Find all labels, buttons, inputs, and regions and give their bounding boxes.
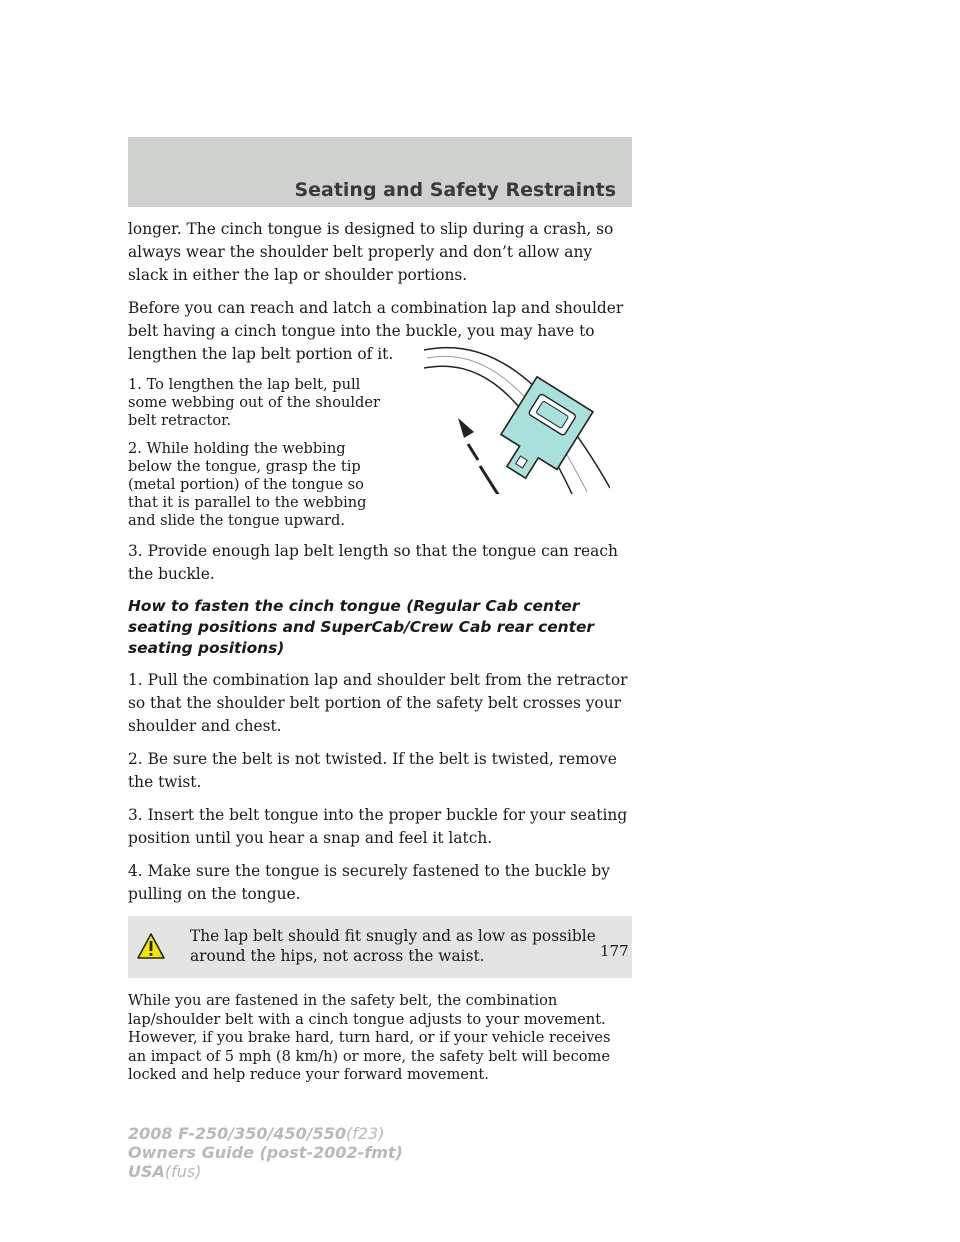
paragraph: While you are fastened in the safety belt, the combination lap/shoulder belt with a cinch tongue adjusts to your movement. However, if you brake hard, turn hard, or if your vehicle receives an impact of 5 mph (8 km/h) or more, the safety belt will become locked and help reduce your forward movement. bbox=[128, 992, 611, 1083]
paragraph: longer. The cinch tongue is designed to slip during a crash, so always wear the shoulder belt properly and don’t allow any slack in either the lap or shoulder portions. bbox=[128, 220, 614, 284]
section-title: Seating and Safety Restraints bbox=[294, 179, 616, 201]
page-number: 177 bbox=[600, 942, 629, 960]
fasten-step-4: 4. Make sure the tongue is securely fastened to the buckle by pulling on the tongue. bbox=[128, 862, 610, 903]
fasten-step-3: 3. Insert the belt tongue into the proper buckle for your seating position until you hear a snap and feel it latch. bbox=[128, 806, 628, 847]
footer-model: 2008 F-250/350/450/550 bbox=[128, 1124, 346, 1143]
footer-region: USA bbox=[128, 1162, 165, 1181]
step-list bbox=[128, 376, 390, 530]
footer bbox=[128, 1124, 403, 1181]
warning-box bbox=[128, 916, 632, 978]
warning-icon bbox=[136, 926, 180, 966]
cinch-tongue-illustration bbox=[422, 338, 610, 494]
section-header bbox=[128, 137, 632, 207]
fasten-step-1: 1. Pull the combination lap and shoulder belt from the retractor so that the shoulder belt portion of the safety belt crosses your shoulder and chest. bbox=[128, 671, 628, 735]
paragraph: Before you can reach and latch a combination lap and shoulder belt having a cinch tongue into the buckle, you may have to lengthen the lap belt portion of it. bbox=[128, 299, 624, 363]
footer-region-code: (fus) bbox=[164, 1162, 202, 1181]
step-3: 3. Provide enough lap belt length so that the tongue can reach the buckle. bbox=[128, 542, 618, 583]
footer-guide: Owners Guide (post-2002-fmt) bbox=[128, 1143, 403, 1162]
subheading: How to fasten the cinch tongue (Regular Cab center seating positions and SuperCab/Crew Cab rear center seating positions) bbox=[128, 597, 595, 657]
step-2: 2. While holding the webbing below the tongue, grasp the tip (metal portion) of the tongue so that it is parallel to the webbing and slide the tongue upward. bbox=[128, 440, 367, 529]
footer-model-code: (f23) bbox=[346, 1124, 385, 1143]
warning-text: The lap belt should fit snugly and as low as possible around the hips, not across the waist. bbox=[190, 927, 596, 965]
fasten-step-2: 2. Be sure the belt is not twisted. If the belt is twisted, remove the twist. bbox=[128, 750, 617, 791]
step-1: 1. To lengthen the lap belt, pull some webbing out of the shoulder belt retractor. bbox=[128, 376, 380, 429]
